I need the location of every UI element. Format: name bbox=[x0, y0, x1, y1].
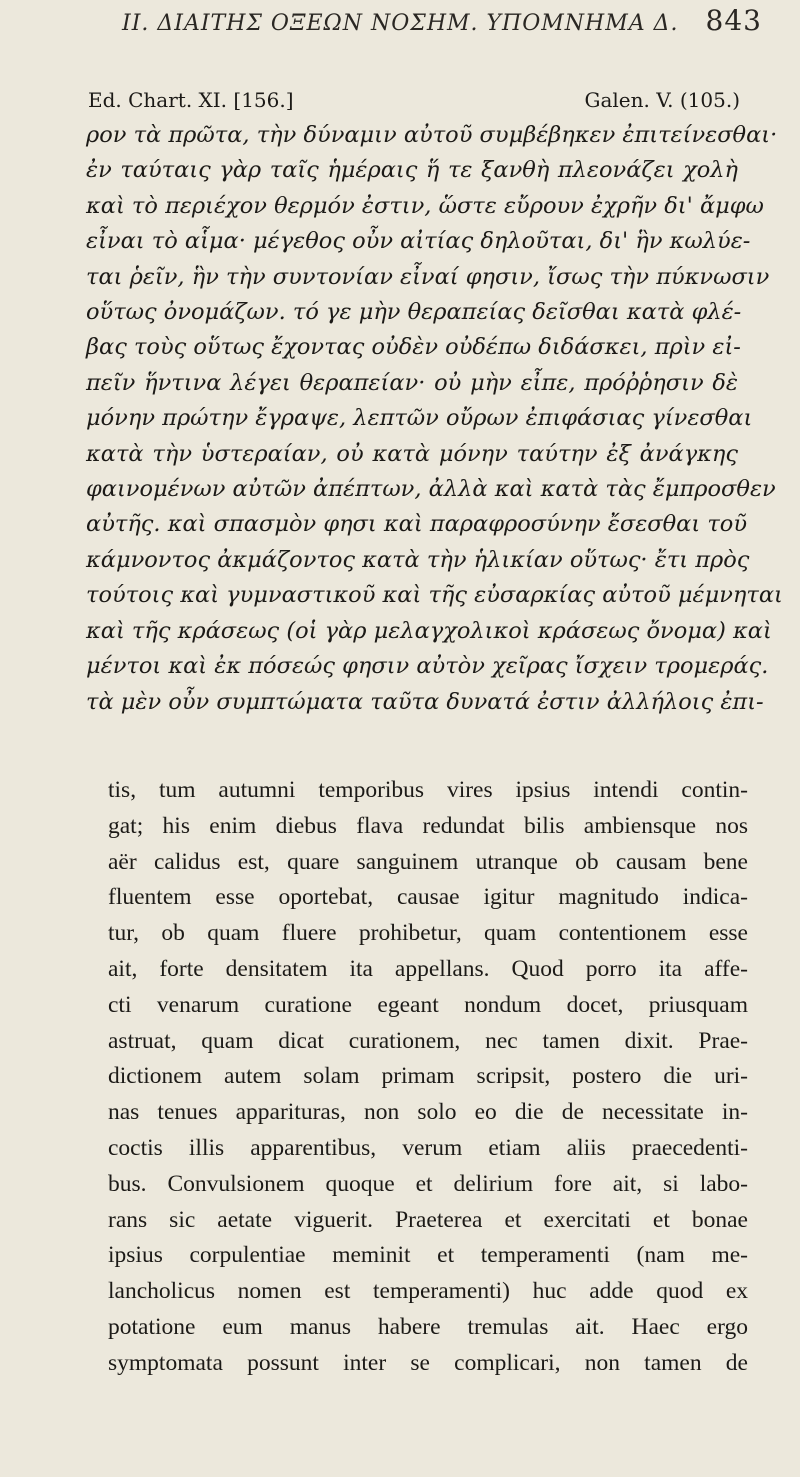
latin-line: tur, ob quam fluere prohibetur, quam contentionem esse bbox=[108, 920, 748, 947]
latin-line: dictionem autem solam primam scripsit, postero die uri- bbox=[108, 1063, 748, 1090]
edition-reference-right: Galen. V. (105.) bbox=[584, 88, 740, 112]
page-number: 843 bbox=[705, 4, 762, 37]
greek-line: φαινομένων αὐτῶν ἀπέπτων, ἀλλὰ καὶ κατὰ τὰς ἔμπροσθεν bbox=[86, 476, 776, 503]
running-head-title: II. ΔΙΑΙΤΗΣ ΟΞΕΩΝ ΝΟΣΗΜ. ΥΠΟΜΝΗΜΑ Δ. bbox=[122, 11, 679, 36]
greek-line: καὶ τὸ περιέχον θερμόν ἐστιν, ὥστε εὔρουν ἐχρῆν δι' ἄμφω bbox=[86, 192, 764, 219]
greek-line: βας τοὺς οὕτως ἔχοντας οὐδὲν οὐδέπω διδάσκει, πρὶν εἰ- bbox=[86, 334, 741, 361]
latin-line: bus. Convulsionem quoque et delirium fore ait, si labo- bbox=[108, 1170, 748, 1197]
greek-line: τὰ μὲν οὖν συμπτώματα ταῦτα δυνατά ἐστιν ἀλλήλοις ἐπι- bbox=[86, 688, 764, 715]
latin-line: cti venarum curatione egeant nondum docet, priusquam bbox=[108, 991, 748, 1018]
greek-line: οὕτως ὀνομάζων. τό γε μὴν θεραπείας δεῖσθαι κατὰ φλέ- bbox=[86, 299, 742, 326]
latin-line: gat; his enim diebus flava redundat bilis ambiensque nos bbox=[108, 812, 748, 839]
latin-line: ipsius corpulentiae meminit et temperamenti (nam me- bbox=[108, 1242, 748, 1269]
latin-line: astruat, quam dicat curationem, nec tamen dixit. Prae- bbox=[108, 1027, 748, 1054]
edition-reference-left: Ed. Chart. XI. [156.] bbox=[88, 88, 294, 112]
greek-line: καὶ τῆς κράσεως (οἱ γὰρ μελαγχολικοὶ κράσεως ὄνομα) καὶ bbox=[86, 617, 772, 644]
running-head bbox=[122, 4, 762, 37]
latin-line: fluentem esse oportebat, causae igitur magnitudo indica- bbox=[108, 884, 748, 911]
latin-line: coctis illis apparentibus, verum etiam aliis praecedenti- bbox=[108, 1134, 748, 1161]
latin-line: lancholicus nomen est temperamenti) huc adde quod ex bbox=[108, 1278, 748, 1305]
greek-line: πεῖν ἥντινα λέγει θεραπείαν· οὐ μὴν εἶπε, πρόῤῥησιν δὲ bbox=[86, 369, 738, 396]
latin-text-block bbox=[108, 773, 748, 1382]
latin-line: aër calidus est, quare sanguinem utranque ob causam bene bbox=[108, 848, 748, 875]
greek-line: μόνην πρώτην ἔγραψε, λεπτῶν οὔρων ἐπιφάσιας γίνεσθαι bbox=[86, 405, 753, 432]
greek-line: κατὰ τὴν ὑστεραίαν, οὐ κατὰ μόνην ταύτην ἐξ ἀνάγκης bbox=[86, 440, 738, 467]
greek-line: κάμνοντος ἀκμάζοντος κατὰ τὴν ἡλικίαν οὕτως· ἔτι πρὸς bbox=[86, 546, 750, 573]
latin-line: potatione eum manus habere tremulas ait. Haec ergo bbox=[108, 1313, 748, 1340]
greek-line: μέντοι καὶ ἐκ πόσεώς φησιν αὐτὸν χεῖρας ἴσχειν τρομεράς. bbox=[86, 653, 769, 680]
greek-text-block bbox=[86, 118, 783, 720]
greek-line: εἶναι τὸ αἷμα· μέγεθος οὖν αἰτίας δηλοῦται, δι' ἣν κωλύε- bbox=[86, 228, 751, 255]
latin-line: symptomata possunt inter se complicari, non tamen de bbox=[108, 1349, 748, 1376]
greek-line: ρον τὰ πρῶτα, τὴν δύναμιν αὐτοῦ συμβέβηκεν ἐπιτείνεσθαι· bbox=[86, 122, 778, 148]
latin-line: rans sic aetate viguerit. Praeterea et exercitati et bonae bbox=[108, 1206, 748, 1233]
greek-line: ἐν ταύταις γὰρ ταῖς ἡμέραις ἥ τε ξανθὴ πλεονάζει χολὴ bbox=[86, 157, 738, 184]
latin-line: nas tenues apparituras, non solo eo die de necessitate in- bbox=[108, 1099, 748, 1126]
edition-reference bbox=[88, 88, 740, 112]
latin-line: tis, tum autumni temporibus vires ipsius intendi contin- bbox=[108, 777, 748, 803]
latin-line: ait, forte densitatem ita appellans. Quod porro ita affe- bbox=[108, 955, 748, 982]
greek-line: αὐτῆς. καὶ σπασμὸν φησι καὶ παραφροσύνην ἔσεσθαι τοῦ bbox=[86, 511, 748, 538]
greek-line: ται ῥεῖν, ἣν τὴν συντονίαν εἶναί φησιν, ἴσως τὴν πύκνωσιν bbox=[86, 263, 770, 290]
greek-line: τούτοις καὶ γυμναστικοῦ καὶ τῆς εὐσαρκίας αὐτοῦ μέμνηται bbox=[86, 582, 783, 609]
